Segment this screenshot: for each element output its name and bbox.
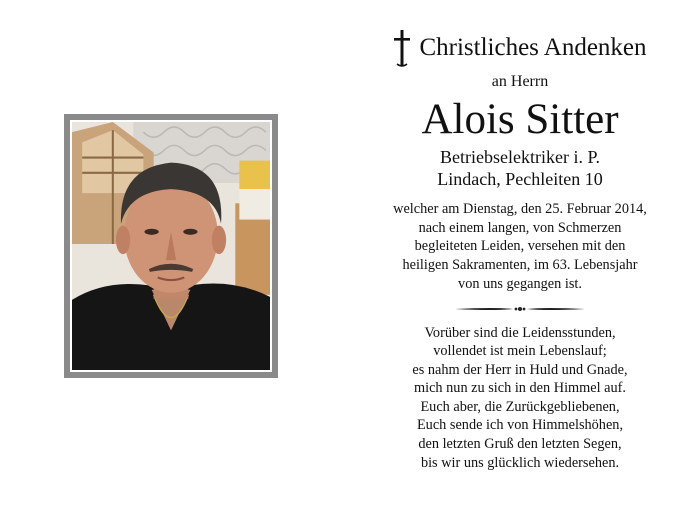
notice-line: begleiteten Leiden, versehen mit den [414, 238, 626, 255]
poem-line: vollendet ist mein Lebenslauf; [433, 343, 607, 360]
occupation: Betriebselektriker i. P. [440, 147, 600, 167]
heading-row [364, 26, 676, 70]
portrait-photo [72, 122, 270, 370]
death-notice [364, 200, 676, 294]
cross-icon [393, 28, 411, 68]
notice-line: heiligen Sakramenten, im 63. Lebensjahr [402, 257, 638, 274]
poem-line: Vorüber sind die Leidensstunden, [424, 324, 616, 341]
poem-line: Euch aber, die Zurückgebliebenen, [420, 398, 620, 415]
poem [364, 324, 676, 473]
poem-line: bis wir uns glücklich wiedersehen. [420, 454, 620, 471]
deceased-name: Alois Sitter [421, 96, 619, 143]
ornament-divider [455, 304, 585, 314]
card-heading: Christliches Andenken [419, 34, 647, 61]
poem-line: mich nun zu sich in den Himmel auf. [413, 380, 627, 397]
notice-line: von uns gegangen ist. [458, 275, 582, 292]
notice-line: nach einem langen, von Schmerzen [418, 219, 622, 236]
portrait-frame [64, 114, 278, 378]
notice-line: welcher am Dienstag, den 25. Februar 2014, [393, 201, 647, 217]
address: Lindach, Pechleiten 10 [437, 169, 603, 189]
poem-line: es nahm der Herr in Huld und Gnade, [412, 361, 628, 378]
poem-line: Euch sende ich von Himmelshöhen, [416, 417, 624, 434]
name-prefix: an Herrn [491, 73, 549, 90]
text-column [364, 26, 676, 472]
poem-line: den letzten Gruß den letzten Segen, [418, 436, 622, 453]
